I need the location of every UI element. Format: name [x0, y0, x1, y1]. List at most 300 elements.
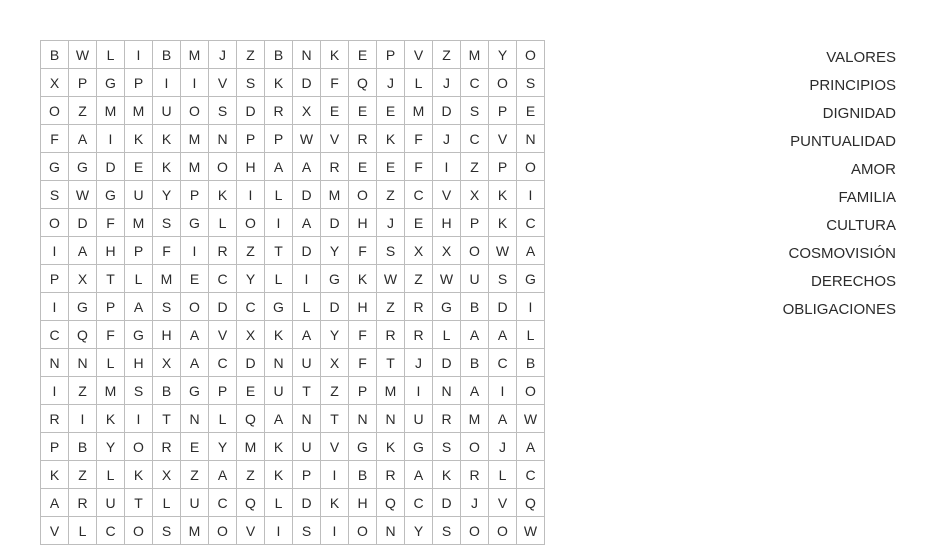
grid-cell[interactable]: I — [237, 181, 265, 209]
grid-cell[interactable]: A — [489, 405, 517, 433]
grid-cell[interactable]: O — [461, 433, 489, 461]
grid-cell[interactable]: D — [433, 97, 461, 125]
grid-cell[interactable]: S — [153, 293, 181, 321]
grid-cell[interactable]: T — [265, 237, 293, 265]
grid-cell[interactable]: O — [41, 209, 69, 237]
grid-cell[interactable]: X — [461, 181, 489, 209]
grid-cell[interactable]: K — [265, 69, 293, 97]
grid-cell[interactable]: L — [265, 181, 293, 209]
grid-cell[interactable]: I — [69, 405, 97, 433]
grid-cell[interactable]: M — [237, 433, 265, 461]
grid-cell[interactable]: E — [377, 97, 405, 125]
grid-cell[interactable]: P — [461, 209, 489, 237]
grid-cell[interactable]: B — [69, 433, 97, 461]
grid-cell[interactable]: L — [209, 405, 237, 433]
grid-cell[interactable]: A — [125, 293, 153, 321]
grid-cell[interactable]: U — [97, 489, 125, 517]
grid-cell[interactable]: I — [321, 461, 349, 489]
grid-cell[interactable]: R — [265, 97, 293, 125]
grid-cell[interactable]: H — [97, 237, 125, 265]
grid-cell[interactable]: S — [461, 97, 489, 125]
grid-cell[interactable]: C — [97, 517, 125, 545]
grid-cell[interactable]: S — [517, 69, 545, 97]
grid-cell[interactable]: G — [69, 293, 97, 321]
grid-cell[interactable]: X — [153, 461, 181, 489]
grid-cell[interactable]: A — [461, 377, 489, 405]
grid-cell[interactable]: G — [349, 433, 377, 461]
grid-cell[interactable]: P — [97, 293, 125, 321]
grid-cell[interactable]: E — [349, 153, 377, 181]
grid-cell[interactable]: X — [153, 349, 181, 377]
grid-cell[interactable]: O — [517, 41, 545, 69]
grid-cell[interactable]: D — [489, 293, 517, 321]
grid-cell[interactable]: N — [265, 349, 293, 377]
grid-cell[interactable]: J — [433, 125, 461, 153]
grid-cell[interactable]: V — [321, 125, 349, 153]
grid-cell[interactable]: R — [377, 461, 405, 489]
grid-cell[interactable]: L — [489, 461, 517, 489]
grid-cell[interactable]: D — [321, 293, 349, 321]
grid-cell[interactable]: Q — [349, 69, 377, 97]
grid-cell[interactable]: J — [209, 41, 237, 69]
grid-cell[interactable]: F — [349, 237, 377, 265]
grid-cell[interactable]: N — [181, 405, 209, 433]
grid-cell[interactable]: B — [153, 377, 181, 405]
grid-cell[interactable]: R — [69, 489, 97, 517]
grid-cell[interactable]: O — [461, 237, 489, 265]
grid-cell[interactable]: G — [517, 265, 545, 293]
grid-cell[interactable]: G — [97, 181, 125, 209]
grid-cell[interactable]: M — [181, 153, 209, 181]
grid-cell[interactable]: N — [209, 125, 237, 153]
grid-cell[interactable]: C — [209, 489, 237, 517]
grid-cell[interactable]: E — [517, 97, 545, 125]
grid-cell[interactable]: Y — [321, 321, 349, 349]
grid-cell[interactable]: K — [97, 405, 125, 433]
grid-cell[interactable]: E — [377, 153, 405, 181]
grid-cell[interactable]: I — [181, 237, 209, 265]
grid-cell[interactable]: K — [41, 461, 69, 489]
grid-cell[interactable]: T — [293, 377, 321, 405]
grid-cell[interactable]: A — [69, 125, 97, 153]
grid-cell[interactable]: G — [125, 321, 153, 349]
grid-cell[interactable]: C — [405, 489, 433, 517]
grid-cell[interactable]: T — [377, 349, 405, 377]
grid-cell[interactable]: Q — [517, 489, 545, 517]
grid-cell[interactable]: D — [97, 153, 125, 181]
grid-cell[interactable]: H — [349, 209, 377, 237]
grid-cell[interactable]: C — [209, 349, 237, 377]
grid-cell[interactable]: S — [433, 517, 461, 545]
grid-cell[interactable]: A — [181, 349, 209, 377]
grid-cell[interactable]: I — [517, 293, 545, 321]
grid-cell[interactable]: N — [517, 125, 545, 153]
grid-cell[interactable]: Z — [237, 237, 265, 265]
grid-cell[interactable]: B — [461, 349, 489, 377]
grid-cell[interactable]: L — [209, 209, 237, 237]
grid-cell[interactable]: S — [41, 181, 69, 209]
grid-cell[interactable]: Z — [69, 97, 97, 125]
grid-cell[interactable]: J — [489, 433, 517, 461]
grid-cell[interactable]: G — [433, 293, 461, 321]
grid-cell[interactable]: P — [265, 125, 293, 153]
grid-cell[interactable]: K — [265, 461, 293, 489]
grid-cell[interactable]: D — [293, 489, 321, 517]
grid-cell[interactable]: O — [517, 377, 545, 405]
grid-cell[interactable]: S — [293, 517, 321, 545]
grid-cell[interactable]: N — [349, 405, 377, 433]
grid-cell[interactable]: L — [433, 321, 461, 349]
grid-cell[interactable]: M — [321, 181, 349, 209]
grid-cell[interactable]: P — [237, 125, 265, 153]
grid-cell[interactable]: J — [377, 69, 405, 97]
grid-cell[interactable]: G — [265, 293, 293, 321]
grid-cell[interactable]: X — [237, 321, 265, 349]
grid-cell[interactable]: S — [153, 517, 181, 545]
grid-cell[interactable]: A — [41, 489, 69, 517]
grid-cell[interactable]: S — [433, 433, 461, 461]
grid-cell[interactable]: Q — [237, 405, 265, 433]
grid-cell[interactable]: T — [153, 405, 181, 433]
grid-cell[interactable]: U — [405, 405, 433, 433]
grid-cell[interactable]: F — [153, 237, 181, 265]
grid-cell[interactable]: T — [97, 265, 125, 293]
grid-cell[interactable]: A — [293, 209, 321, 237]
grid-cell[interactable]: L — [293, 293, 321, 321]
grid-cell[interactable]: R — [321, 153, 349, 181]
grid-cell[interactable]: P — [69, 69, 97, 97]
grid-cell[interactable]: W — [69, 181, 97, 209]
grid-cell[interactable]: T — [125, 489, 153, 517]
grid-cell[interactable]: S — [209, 97, 237, 125]
grid-cell[interactable]: L — [405, 69, 433, 97]
grid-cell[interactable]: H — [237, 153, 265, 181]
grid-cell[interactable]: A — [69, 237, 97, 265]
grid-cell[interactable]: I — [265, 517, 293, 545]
grid-cell[interactable]: K — [321, 489, 349, 517]
grid-cell[interactable]: C — [461, 125, 489, 153]
grid-cell[interactable]: M — [181, 41, 209, 69]
grid-cell[interactable]: K — [125, 125, 153, 153]
grid-cell[interactable]: F — [321, 69, 349, 97]
grid-cell[interactable]: X — [41, 69, 69, 97]
grid-cell[interactable]: M — [97, 97, 125, 125]
grid-cell[interactable]: O — [517, 153, 545, 181]
grid-cell[interactable]: O — [461, 517, 489, 545]
grid-cell[interactable]: W — [377, 265, 405, 293]
grid-cell[interactable]: L — [517, 321, 545, 349]
grid-cell[interactable]: H — [349, 293, 377, 321]
grid-cell[interactable]: M — [181, 125, 209, 153]
grid-cell[interactable]: L — [265, 489, 293, 517]
grid-cell[interactable]: X — [293, 97, 321, 125]
grid-cell[interactable]: G — [181, 377, 209, 405]
grid-cell[interactable]: A — [209, 461, 237, 489]
grid-cell[interactable]: L — [97, 349, 125, 377]
grid-cell[interactable]: P — [41, 433, 69, 461]
grid-cell[interactable]: I — [405, 377, 433, 405]
grid-cell[interactable]: D — [433, 349, 461, 377]
grid-cell[interactable]: G — [321, 265, 349, 293]
grid-cell[interactable]: O — [125, 517, 153, 545]
grid-cell[interactable]: R — [41, 405, 69, 433]
grid-cell[interactable]: O — [349, 181, 377, 209]
grid-cell[interactable]: Y — [321, 237, 349, 265]
grid-cell[interactable]: D — [69, 209, 97, 237]
grid-cell[interactable]: E — [125, 153, 153, 181]
grid-cell[interactable]: P — [349, 377, 377, 405]
grid-cell[interactable]: Z — [461, 153, 489, 181]
grid-cell[interactable]: O — [41, 97, 69, 125]
grid-cell[interactable]: X — [321, 349, 349, 377]
grid-cell[interactable]: I — [41, 237, 69, 265]
grid-cell[interactable]: A — [265, 405, 293, 433]
grid-cell[interactable]: C — [237, 293, 265, 321]
grid-cell[interactable]: B — [517, 349, 545, 377]
grid-cell[interactable]: R — [349, 125, 377, 153]
grid-cell[interactable]: Z — [433, 41, 461, 69]
grid-cell[interactable]: F — [349, 321, 377, 349]
grid-cell[interactable]: F — [405, 153, 433, 181]
grid-cell[interactable]: O — [489, 69, 517, 97]
grid-cell[interactable]: N — [293, 405, 321, 433]
grid-cell[interactable]: W — [293, 125, 321, 153]
grid-cell[interactable]: K — [321, 41, 349, 69]
grid-cell[interactable]: Q — [237, 489, 265, 517]
grid-cell[interactable]: K — [209, 181, 237, 209]
grid-cell[interactable]: C — [41, 321, 69, 349]
grid-cell[interactable]: J — [405, 349, 433, 377]
grid-cell[interactable]: A — [461, 321, 489, 349]
grid-cell[interactable]: L — [97, 461, 125, 489]
grid-cell[interactable]: P — [41, 265, 69, 293]
grid-cell[interactable]: F — [97, 209, 125, 237]
grid-cell[interactable]: I — [433, 153, 461, 181]
grid-cell[interactable]: I — [41, 293, 69, 321]
grid-cell[interactable]: W — [69, 41, 97, 69]
grid-cell[interactable]: Y — [97, 433, 125, 461]
grid-cell[interactable]: B — [265, 41, 293, 69]
grid-cell[interactable]: C — [517, 461, 545, 489]
grid-cell[interactable]: R — [209, 237, 237, 265]
grid-cell[interactable]: L — [265, 265, 293, 293]
grid-cell[interactable]: S — [237, 69, 265, 97]
grid-cell[interactable]: T — [321, 405, 349, 433]
grid-cell[interactable]: D — [209, 293, 237, 321]
grid-cell[interactable]: E — [237, 377, 265, 405]
grid-cell[interactable]: I — [293, 265, 321, 293]
grid-cell[interactable]: A — [405, 461, 433, 489]
grid-cell[interactable]: C — [461, 69, 489, 97]
grid-cell[interactable]: A — [181, 321, 209, 349]
grid-cell[interactable]: K — [265, 321, 293, 349]
grid-cell[interactable]: K — [489, 209, 517, 237]
grid-cell[interactable]: P — [293, 461, 321, 489]
grid-cell[interactable]: I — [265, 209, 293, 237]
grid-cell[interactable]: M — [377, 377, 405, 405]
grid-cell[interactable]: G — [69, 153, 97, 181]
grid-cell[interactable]: S — [125, 377, 153, 405]
grid-cell[interactable]: P — [181, 181, 209, 209]
grid-cell[interactable]: V — [41, 517, 69, 545]
grid-cell[interactable]: A — [265, 153, 293, 181]
grid-cell[interactable]: R — [405, 293, 433, 321]
grid-cell[interactable]: U — [181, 489, 209, 517]
grid-cell[interactable]: L — [153, 489, 181, 517]
grid-cell[interactable]: P — [489, 97, 517, 125]
grid-cell[interactable]: O — [209, 517, 237, 545]
grid-cell[interactable]: D — [293, 237, 321, 265]
grid-cell[interactable]: A — [517, 237, 545, 265]
grid-cell[interactable]: U — [265, 377, 293, 405]
grid-cell[interactable]: P — [125, 69, 153, 97]
grid-cell[interactable]: A — [293, 321, 321, 349]
grid-cell[interactable]: Z — [321, 377, 349, 405]
grid-cell[interactable]: N — [69, 349, 97, 377]
grid-cell[interactable]: L — [97, 41, 125, 69]
grid-cell[interactable]: K — [265, 433, 293, 461]
grid-cell[interactable]: F — [405, 125, 433, 153]
grid-cell[interactable]: Z — [377, 181, 405, 209]
grid-cell[interactable]: R — [153, 433, 181, 461]
grid-cell[interactable]: E — [349, 41, 377, 69]
grid-cell[interactable]: P — [489, 153, 517, 181]
grid-cell[interactable]: K — [153, 153, 181, 181]
grid-cell[interactable]: F — [41, 125, 69, 153]
grid-cell[interactable]: P — [209, 377, 237, 405]
grid-cell[interactable]: G — [181, 209, 209, 237]
grid-cell[interactable]: M — [153, 265, 181, 293]
grid-cell[interactable]: R — [461, 461, 489, 489]
grid-cell[interactable]: O — [125, 433, 153, 461]
grid-cell[interactable]: Y — [153, 181, 181, 209]
grid-cell[interactable]: G — [41, 153, 69, 181]
grid-cell[interactable]: W — [433, 265, 461, 293]
grid-cell[interactable]: Z — [405, 265, 433, 293]
grid-cell[interactable]: J — [377, 209, 405, 237]
grid-cell[interactable]: C — [405, 181, 433, 209]
grid-cell[interactable]: C — [209, 265, 237, 293]
grid-cell[interactable]: A — [517, 433, 545, 461]
grid-cell[interactable]: I — [321, 517, 349, 545]
grid-cell[interactable]: G — [97, 69, 125, 97]
grid-cell[interactable]: O — [237, 209, 265, 237]
grid-cell[interactable]: Y — [237, 265, 265, 293]
grid-cell[interactable]: X — [405, 237, 433, 265]
grid-cell[interactable]: Y — [209, 433, 237, 461]
grid-cell[interactable]: N — [41, 349, 69, 377]
grid-cell[interactable]: F — [349, 349, 377, 377]
grid-cell[interactable]: D — [293, 181, 321, 209]
grid-cell[interactable]: I — [489, 377, 517, 405]
grid-cell[interactable]: R — [433, 405, 461, 433]
grid-cell[interactable]: Z — [237, 41, 265, 69]
grid-cell[interactable]: S — [153, 209, 181, 237]
grid-cell[interactable]: O — [489, 517, 517, 545]
grid-cell[interactable]: I — [125, 405, 153, 433]
grid-cell[interactable]: M — [125, 209, 153, 237]
grid-cell[interactable]: I — [181, 69, 209, 97]
grid-cell[interactable]: K — [433, 461, 461, 489]
grid-cell[interactable]: H — [153, 321, 181, 349]
grid-cell[interactable]: U — [293, 433, 321, 461]
grid-cell[interactable]: V — [209, 69, 237, 97]
grid-cell[interactable]: X — [433, 237, 461, 265]
grid-cell[interactable]: U — [125, 181, 153, 209]
grid-cell[interactable]: W — [517, 405, 545, 433]
grid-cell[interactable]: Z — [181, 461, 209, 489]
grid-cell[interactable]: I — [125, 41, 153, 69]
grid-cell[interactable]: N — [377, 405, 405, 433]
grid-cell[interactable]: M — [461, 405, 489, 433]
grid-cell[interactable]: C — [517, 209, 545, 237]
grid-cell[interactable]: I — [97, 125, 125, 153]
grid-cell[interactable]: Z — [69, 461, 97, 489]
grid-cell[interactable]: B — [153, 41, 181, 69]
grid-cell[interactable]: A — [489, 321, 517, 349]
grid-cell[interactable]: S — [377, 237, 405, 265]
grid-cell[interactable]: D — [293, 69, 321, 97]
grid-cell[interactable]: V — [321, 433, 349, 461]
grid-cell[interactable]: E — [181, 265, 209, 293]
grid-cell[interactable]: J — [433, 69, 461, 97]
grid-cell[interactable]: Y — [405, 517, 433, 545]
grid-cell[interactable]: Z — [377, 293, 405, 321]
grid-cell[interactable]: Z — [69, 377, 97, 405]
grid-cell[interactable]: V — [405, 41, 433, 69]
grid-cell[interactable]: Y — [489, 41, 517, 69]
grid-cell[interactable]: K — [377, 125, 405, 153]
grid-cell[interactable]: F — [97, 321, 125, 349]
grid-cell[interactable]: O — [181, 97, 209, 125]
grid-cell[interactable]: J — [461, 489, 489, 517]
grid-cell[interactable]: R — [405, 321, 433, 349]
grid-cell[interactable]: R — [377, 321, 405, 349]
grid-cell[interactable]: U — [293, 349, 321, 377]
grid-cell[interactable]: G — [405, 433, 433, 461]
grid-cell[interactable]: M — [405, 97, 433, 125]
grid-cell[interactable]: Q — [377, 489, 405, 517]
grid-cell[interactable]: U — [153, 97, 181, 125]
grid-cell[interactable]: L — [125, 265, 153, 293]
grid-cell[interactable]: V — [489, 125, 517, 153]
grid-cell[interactable]: M — [181, 517, 209, 545]
grid-cell[interactable]: U — [461, 265, 489, 293]
grid-cell[interactable]: M — [125, 97, 153, 125]
grid-cell[interactable]: P — [377, 41, 405, 69]
grid-cell[interactable]: M — [97, 377, 125, 405]
grid-cell[interactable]: K — [489, 181, 517, 209]
grid-cell[interactable]: I — [517, 181, 545, 209]
grid-cell[interactable]: I — [41, 377, 69, 405]
grid-cell[interactable]: V — [489, 489, 517, 517]
grid-cell[interactable]: O — [181, 293, 209, 321]
grid-cell[interactable]: A — [293, 153, 321, 181]
grid-cell[interactable]: H — [433, 209, 461, 237]
grid-cell[interactable]: B — [461, 293, 489, 321]
grid-cell[interactable]: O — [349, 517, 377, 545]
grid-cell[interactable]: D — [433, 489, 461, 517]
grid-cell[interactable]: C — [489, 349, 517, 377]
grid-cell[interactable]: E — [321, 97, 349, 125]
grid-cell[interactable]: L — [69, 517, 97, 545]
grid-cell[interactable]: E — [181, 433, 209, 461]
grid-cell[interactable]: E — [405, 209, 433, 237]
grid-cell[interactable]: Q — [69, 321, 97, 349]
grid-cell[interactable]: Z — [237, 461, 265, 489]
grid-cell[interactable]: W — [489, 237, 517, 265]
grid-cell[interactable]: N — [377, 517, 405, 545]
